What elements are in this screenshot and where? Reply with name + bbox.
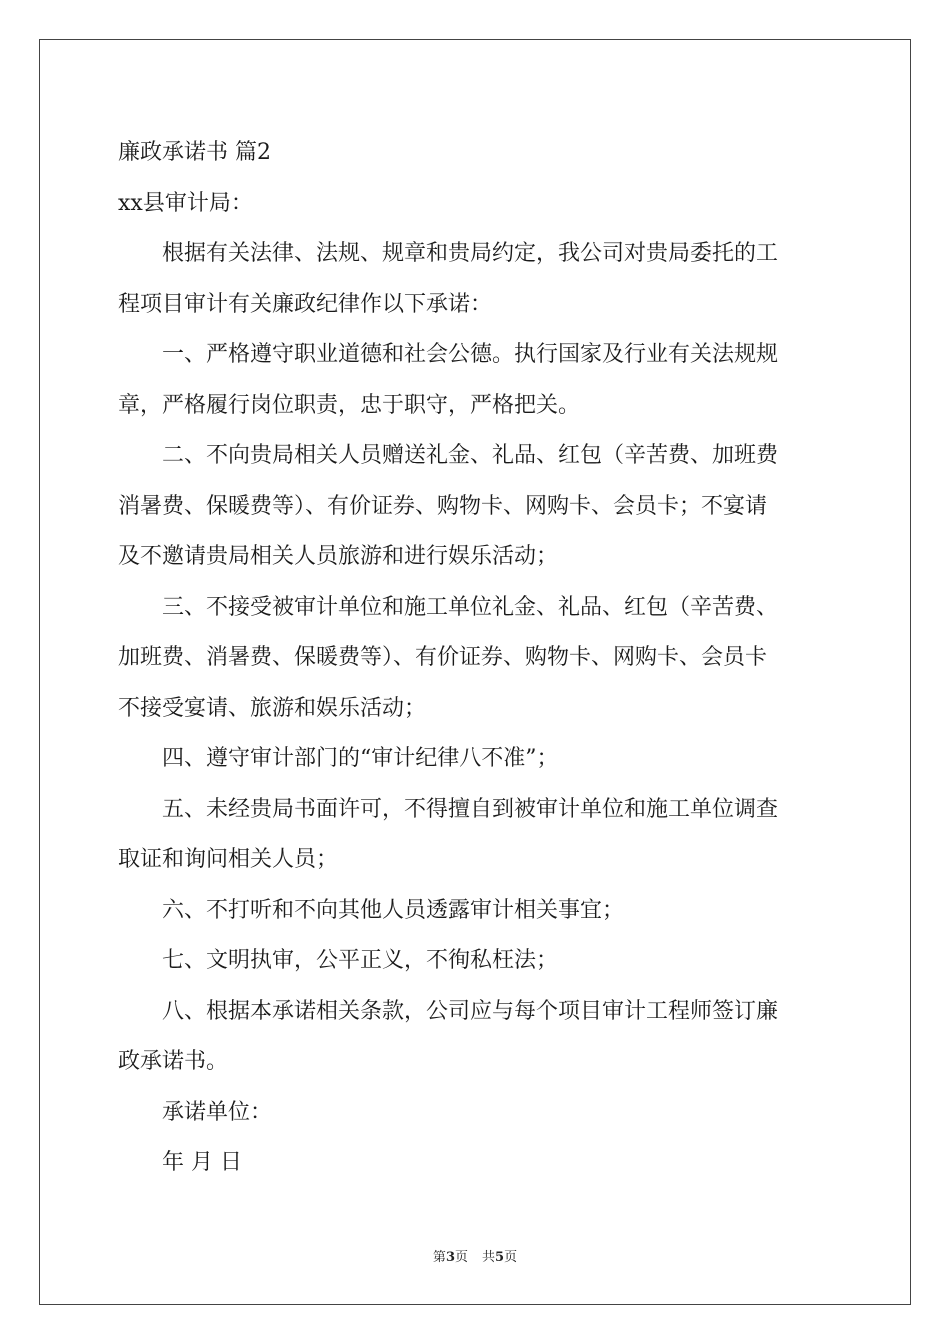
paragraph-line: 程项目审计有关廉政纪律作以下承诺： bbox=[118, 291, 493, 317]
paragraph-line: 八、根据本承诺相关条款，公司应与每个项目审计工程师签订廉 bbox=[162, 998, 779, 1024]
paragraph-line: 及不邀请贵局相关人员旅游和进行娱乐活动； bbox=[118, 544, 559, 569]
page-suffix: 页 bbox=[454, 1250, 468, 1265]
paragraph-line: 不接受宴请、旅游和娱乐活动； bbox=[118, 695, 427, 721]
paragraph-line: 消暑费、保暖费等）、有价证券、购物卡、网购卡、会员卡；不宴请 bbox=[118, 493, 768, 519]
paragraph-line: 二、不向贵局相关人员赠送礼金、礼品、红包（辛苦费、加班费 bbox=[162, 443, 779, 468]
document-body bbox=[118, 128, 833, 1189]
total-page-count: 5 bbox=[495, 1250, 505, 1265]
paragraph-line: 取证和询问相关人员； bbox=[118, 847, 339, 872]
paragraph-line: 一、严格遵守职业道德和社会公德。执行国家及行业有关法规规 bbox=[162, 342, 779, 367]
total-suffix: 页 bbox=[504, 1250, 518, 1265]
paragraph-line: 四、遵守审计部门的“审计纪律八不准”； bbox=[162, 746, 559, 771]
paragraph-line: 七、文明执审，公平正义，不徇私枉法； bbox=[162, 948, 559, 973]
paragraph-line: 政承诺书。 bbox=[118, 1049, 229, 1074]
page-prefix: 第 bbox=[432, 1250, 446, 1265]
signature-unit-label: 承诺单位： bbox=[162, 1099, 273, 1125]
total-prefix: 共 bbox=[482, 1250, 496, 1265]
paragraph-line: 六、不打听和不向其他人员透露审计相关事宜； bbox=[162, 897, 625, 923]
paragraph-line: 三、不接受被审计单位和施工单位礼金、礼品、红包（辛苦费、 bbox=[162, 594, 779, 620]
paragraph-line: 章，严格履行岗位职责，忠于职守，严格把关。 bbox=[118, 392, 581, 418]
current-page-number: 3 bbox=[445, 1250, 455, 1265]
paragraph-line: 五、未经贵局书面许可，不得擅自到被审计单位和施工单位调查 bbox=[162, 796, 779, 822]
page-footer bbox=[0, 1246, 950, 1265]
document-title: 廉政承诺书 篇2 bbox=[118, 140, 271, 165]
paragraph-line: 加班费、消暑费、保暖费等）、有价证券、购物卡、网购卡、会员卡 bbox=[118, 645, 768, 670]
paragraph-line: 根据有关法律、法规、规章和贵局约定，我公司对贵局委托的工 bbox=[162, 241, 779, 266]
addressee: xx县审计局： bbox=[118, 190, 253, 216]
signature-date: 年 月 日 bbox=[162, 1150, 242, 1175]
